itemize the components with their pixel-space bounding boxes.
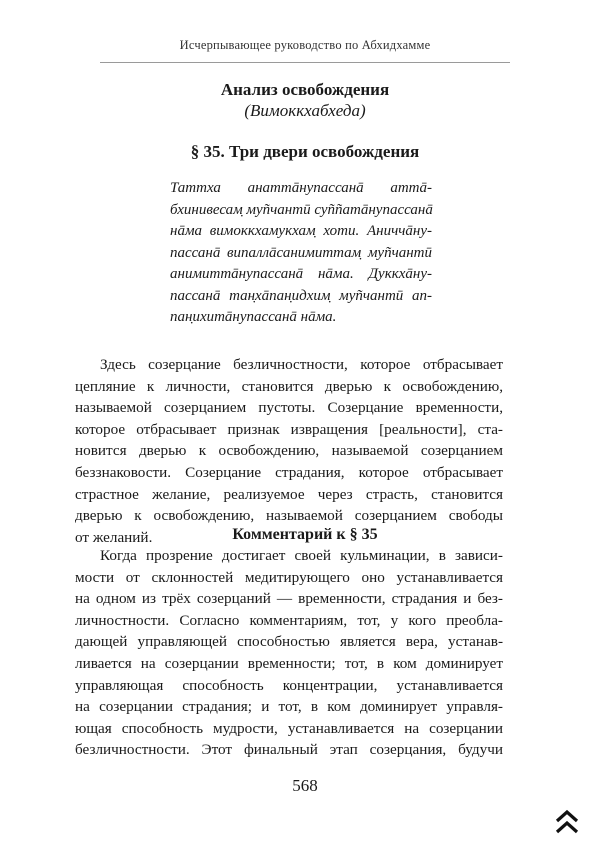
section-subtitle: (Вимоккхабхеда) [244, 101, 366, 120]
text-line: беззнаковости. Созерцание страдания, которое отбрасывает [75, 463, 503, 481]
text-line: от желаний. [75, 528, 153, 546]
pali-line: анимиттāнупассанā нāма. Дуккхāну- [170, 266, 432, 282]
text-line: безличностности. Этот финальный этап созерцания, будучи [75, 741, 503, 759]
pali-line: пассанā тан̣хāпан̣идхим̣ муñчантӣ ап- [170, 287, 432, 304]
translation-paragraph [75, 354, 503, 548]
text-line: мости от склонностей медитирующего оно устанавливается [75, 568, 503, 586]
pali-line: пан̣ихитāнупассанā нāма. [170, 309, 337, 325]
text-line: цепляние к личности, становится дверью к освобождению, [75, 377, 503, 395]
pali-line: Таттха анаттāнупассанā аттā- [170, 180, 432, 196]
double-chevron-up-icon[interactable] [553, 808, 581, 836]
text-line: дверью к освобождению, называемой созерцанием свободы [75, 507, 503, 525]
text-line: дающей управляющей способностью является вера, устанав- [75, 633, 503, 651]
page-number: 568 [292, 776, 318, 795]
text-line: ливается на созерцании временности; тот, в ком доминирует [75, 654, 503, 672]
section-title: Анализ освобождения [220, 80, 390, 99]
text-line: которое отбрасывает признак извращения [реальности], ста- [75, 420, 503, 438]
paragraph-title: § 35. Три двери освобождения [190, 142, 420, 161]
commentary-paragraph [75, 545, 503, 761]
text-line: на созерцании страдания; и тот, в ком доминирует управля- [75, 698, 503, 716]
pali-line: пассанā випаллāсанимиттам̣ муñчантӣ [170, 244, 432, 261]
pali-line: бхинивесам̣ муñчантӣ суññатāнупассанā [170, 201, 433, 218]
text-line: на одном из трёх созерцаний — временности, страдания и без- [75, 590, 503, 608]
running-head: Исчерпывающее руководство по Абхидхамме [179, 38, 431, 52]
pali-quote [170, 178, 432, 329]
text-line: новится дверью к освобождению, называемой созерцанием [75, 442, 503, 460]
pali-line: нāма вимоккхамукхам̣ хоти. Аниччāну- [170, 223, 432, 239]
text-line: Здесь созерцание безличностности, которое отбрасывает [100, 356, 503, 373]
text-line: Когда прозрение достигает своей кульминации, в зависи- [100, 547, 503, 564]
text-line: управляющая способность концентрации, устанавливается [75, 676, 503, 694]
commentary-title: Комментарий к § 35 [232, 526, 378, 543]
text-line: ющая способность мудрости, устанавливается на созерцании [75, 719, 503, 737]
header-rule [100, 62, 510, 63]
text-line: личностности. Согласно комментариям, тот, у кого преобла- [75, 611, 503, 629]
text-line: называемой созерцанием пустоты. Созерцание временности, [75, 399, 503, 417]
text-line: страстное желание, реализуемое через страсть, становится [75, 485, 503, 503]
